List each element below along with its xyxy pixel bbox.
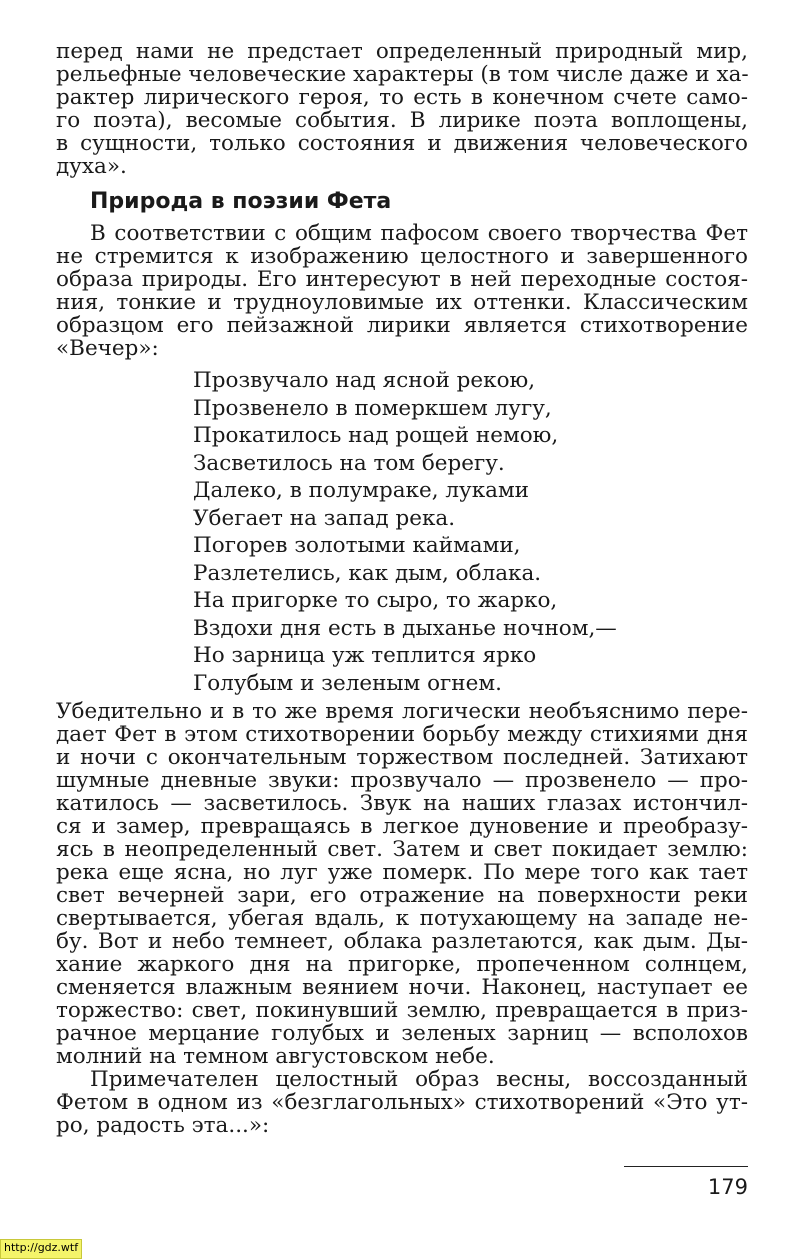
poem-line: Голубым и зеленым огнем. (193, 670, 502, 696)
poem-line: Вздохи дня есть в дыханье ночном,— (193, 615, 617, 641)
text-line: перед нами не предстает определенный природный мир, (56, 39, 748, 64)
text-line: «Вечер»: (56, 336, 159, 361)
section-heading: Природа в поэзии Фета (90, 189, 392, 214)
text-line: духа». (56, 154, 127, 179)
text-line: молний на темном августовском небе. (56, 1044, 495, 1069)
footer-divider (624, 1166, 748, 1167)
page-content (56, 40, 748, 1137)
poem-line: Далеко, в полумраке, луками (193, 478, 530, 503)
text-line: не стремится к изображению целостного и завершенного (56, 244, 748, 269)
poem-line: Прозвенело в померкшем лугу, (193, 395, 552, 421)
poem-line: Разлетелись, как дым, облака. (193, 560, 542, 586)
poem-line: Но зарница уж теплится ярко (193, 643, 537, 668)
text-line: ся и замер, превращаясь в легкое дуновение и преобразу- (56, 814, 748, 839)
text-line: рельефные человеческие характеры (в том числе даже и ха- (56, 62, 749, 87)
analysis-paragraph (56, 700, 748, 1068)
poem-line: Убегает на запад река. (193, 505, 456, 531)
text-line: свет вечерней зари, его отражение на поверхности реки (56, 883, 748, 908)
poem-line: Прозвучало над ясной рекою, (193, 368, 536, 393)
text-line: ния, тонкие и трудноуловимые их оттенки. Классическим (56, 290, 748, 315)
text-line: хание жаркого дня на пригорке, пропеченном солнцем, (56, 952, 748, 977)
text-line: в сущности, только состояния и движения человеческого (56, 131, 748, 156)
poem-line: На пригорке то сыро, то жарко, (193, 588, 558, 613)
text-line: В соответствии с общим пафосом своего творчества Фет (90, 221, 748, 246)
text-line: река еще ясна, но луг уже померк. По мере того как тает (56, 860, 748, 885)
text-line: катилось — засветилось. Звук на наших глазах истончил- (56, 791, 748, 816)
text-line: образцом его пейзажной лирики является стихотворение (56, 313, 748, 338)
text-line: ро, радость эта...»: (56, 1113, 270, 1138)
paragraph-before-poem (56, 222, 748, 360)
page-number: 179 (707, 1175, 748, 1199)
text-line: ясь в неопределенный свет. Затем и свет покидает землю: (56, 837, 748, 862)
text-line: рактер лирического героя, то есть в конечном счете само- (56, 85, 748, 110)
text-line: шумные дневные звуки: прозвучало — прозвенело — про- (56, 768, 748, 793)
text-line: свертывается, убегая вдаль, к потухающему на западе не- (56, 906, 748, 931)
text-line: образа природы. Его интересуют в ней переходные состоя- (56, 267, 748, 292)
poem-line: Засветилось на том берегу. (193, 450, 505, 476)
poem-line: Прокатилось над рощей немою, (193, 423, 559, 448)
text-line: бу. Вот и небо темнеет, облака разлетаются, как дым. Ды- (56, 929, 748, 954)
text-line: Примечателен целостный образ весны, воссозданный (90, 1067, 748, 1092)
text-line: Убедительно и в то же время логически необъяснимо пере- (56, 699, 748, 724)
intro-paragraph (56, 40, 748, 178)
text-line: Фетом в одном из «безглагольных» стихотворений «Это ут- (56, 1090, 748, 1115)
text-line: рачное мерцание голубых и зеленых зарниц — всполохов (56, 1021, 748, 1046)
watermark-link[interactable]: http://gdz.wtf (0, 1239, 82, 1259)
text-line: торжество: свет, покинувший землю, превращается в приз- (56, 998, 748, 1023)
poem-line: Погорев золотыми каймами, (193, 533, 521, 558)
text-line: сменяется влажным веянием ночи. Наконец, наступает ее (56, 975, 748, 1000)
final-paragraph (56, 1068, 748, 1137)
poem (56, 367, 748, 697)
text-line: и ночи с окончательным торжеством последней. Затихают (56, 745, 748, 770)
text-line: дает Фет в этом стихотворении борьбу между стихиями дня (56, 722, 748, 747)
text-line: го поэта), весомые события. В лирике поэта воплощены, (56, 108, 748, 133)
